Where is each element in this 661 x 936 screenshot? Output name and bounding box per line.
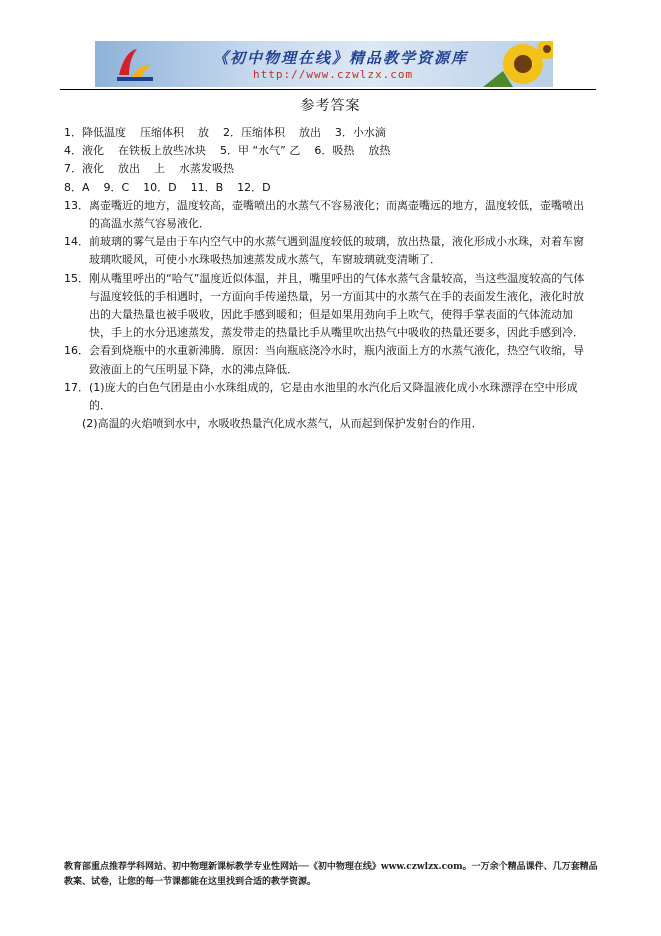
answer-line-1: [64, 124, 594, 142]
answer-item-15: [64, 270, 594, 343]
answer-number: 7．: [64, 162, 82, 176]
answer-text: A 9．C 10．D 11．B 12．D: [82, 180, 271, 194]
answer-number: 8．: [64, 180, 82, 194]
header-rule: [60, 89, 596, 90]
banner-url: http://www.czwlzx.com: [253, 68, 414, 81]
answer-text: 液化 在铁板上放些冰块 5．甲 “水气” 乙 6．吸热 放热: [82, 144, 391, 158]
answer-number: 14．: [64, 235, 89, 249]
answer-text: 刚从嘴里呼出的“哈气”温度近似体温，并且，嘴里呼出的气体水蒸气含量较高，当这些温度较高的气体与温度较低的手相遇时，一方面向手传递热量，另一方面其中的水蒸气在手的表面发生液化，液化时放出的大量热量也被手吸收，因此手感到暖和；但是如果用劲向手上吹气，使得手掌表面的气体流动加快，手上的水分迅速蒸发，蒸发带走的热量比手从嘴里吹出热气中吸收的热量还要多，因此手感到冷．: [89, 271, 585, 340]
answer-text: (2)高温的火焰喷到水中，水吸收热量汽化成水蒸气，从而起到保护发射台的作用．: [82, 417, 483, 431]
answer-line-8: [64, 179, 594, 197]
site-logo-icon: [115, 45, 155, 83]
answer-line-7: [64, 160, 594, 178]
answer-list: [64, 124, 594, 433]
answer-line-4: [64, 142, 594, 160]
answer-text: (1)庞大的白色气团是由小水珠组成的，它是由水池里的水汽化后又降温液化成小水珠漂浮在空中形成的．: [89, 380, 578, 413]
sunflower-icon: [483, 41, 553, 87]
answer-item-17-part-2: [64, 415, 594, 433]
answer-number: 16．: [64, 344, 89, 358]
answer-text: 会看到烧瓶中的水重新沸腾．原因：当向瓶底浇冷水时，瓶内液面上方的水蒸气液化，热空气收缩，导致液面上的气压明显下降，水的沸点降低．: [89, 344, 584, 376]
answer-text: 离壶嘴近的地方，温度较高，壶嘴喷出的水蒸气不容易液化；而离壶嘴远的地方，温度较低，壶嘴喷出的高温水蒸气容易液化．: [89, 198, 584, 231]
answer-number: 1．: [64, 126, 82, 139]
footer-note: 教育部重点推荐学科网站、初中物理新课标教学专业性网站──《初中物理在线》www.czwlzx.com。一万余个精品课件、几万套精品教案、试卷，让您的每一节课都能在这里找到合适的教学资源。: [64, 862, 598, 887]
answer-text: 前玻璃的雾气是由于车内空气中的水蒸气遇到温度较低的玻璃，放出热量，液化形成小水珠，对着车窗玻璃吹暖风，可使小水珠吸热加速蒸发成水蒸气，车窗玻璃就变清晰了．: [89, 235, 584, 267]
page-title: 参考答案: [300, 98, 361, 114]
answer-number: 17．: [64, 380, 89, 394]
answer-item-13: [64, 197, 594, 233]
answer-item-14: [64, 233, 594, 269]
answer-number: 13．: [64, 198, 89, 212]
answer-number: 4．: [64, 144, 82, 158]
answer-text: 降低温度 压缩体积 放 2．压缩体积 放出 3．小水滴: [82, 126, 386, 139]
answer-item-16: [64, 342, 594, 378]
answer-item-17: [64, 379, 594, 415]
answer-number: 15．: [64, 271, 89, 285]
answer-text: 液化 放出 上 水蒸发吸热: [82, 162, 234, 176]
banner-title: 《初中物理在线》精品教学资源库: [213, 49, 469, 67]
header-banner: [95, 41, 553, 87]
